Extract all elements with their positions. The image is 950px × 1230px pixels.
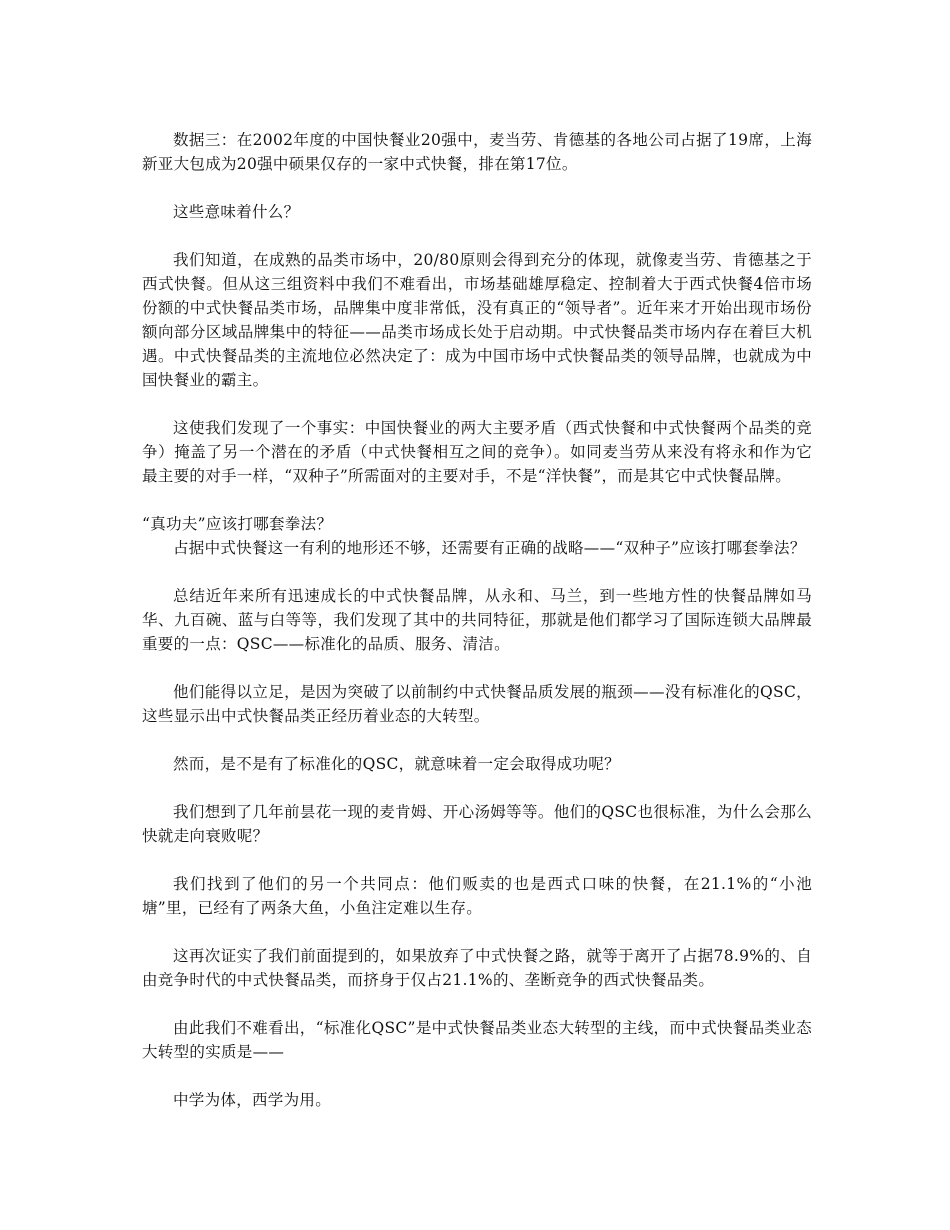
document-body: [142, 128, 812, 1136]
paragraph-question: 这些意味着什么？: [173, 203, 300, 221]
paragraph-conclusion: 由此我们不难看出，“标准化QSC”是中式快餐品类业态大转型的主线，而中式快餐品类业态大转型的实质是——: [142, 1019, 812, 1061]
paragraph-data-three: 数据三：在2002年度的中国快餐业20强中，麦当劳、肯德基的各地公司占据了19席，上海新亚大包成为20强中硕果仅存的一家中式快餐，排在第17位。: [142, 131, 812, 173]
paragraph-confirmation: 这再次证实了我们前面提到的，如果放弃了中式快餐之路，就等于离开了占据78.9%的、自由竞争时代的中式快餐品类，而挤身于仅占21.1%的、垄断竞争的西式快餐品类。: [142, 947, 812, 989]
section-heading: “真功夫”应该打哪套拳法？: [142, 515, 333, 533]
paragraph-motto: 中学为体，西学为用。: [173, 1091, 332, 1109]
paragraph-market-analysis: 我们知道，在成熟的品类市场中，20/80原则会得到充分的体现，就像麦当劳、肯德基之于西式快餐。但从这三组资料中我们不难看出，市场基础雄厚稳定、控制着大于西式快餐4倍市场份额的中式快餐品类市场，品牌集中度非常低，没有真正的“领导者”。近年来才开始出现市场份额向部分区域品牌集中的特征——品类市场成长处于启动期。中式快餐品类市场内存在着巨大机遇。中式快餐品类的主流地位必然决定了：成为中国市场中式快餐品类的领导品牌，也就成为中国快餐业的霸主。: [142, 251, 812, 389]
paragraph-breakthrough: 他们能得以立足，是因为突破了以前制约中式快餐品质发展的瓶颈——没有标准化的QSC，这些显示出中式快餐品类正经历着业态的大转型。: [142, 683, 812, 725]
paragraph-qsc-summary: 总结近年来所有迅速成长的中式快餐品牌，从永和、马兰，到一些地方性的快餐品牌如马华、九百碗、蓝与白等等，我们发现了其中的共同特征，那就是他们都学习了国际连锁大品牌最重要的一点：QSC——标准化的品质、服务、清洁。: [142, 587, 812, 653]
section-intro: 占据中式快餐这一有利的地形还不够，还需要有正确的战略——“双种子”应该打哪套拳法？: [173, 539, 806, 557]
paragraph-failed-brands: 我们想到了几年前昙花一现的麦肯姆、开心汤姆等等。他们的QSC也很标准，为什么会那么快就走向衰败呢？: [142, 803, 812, 845]
paragraph-common-point: 我们找到了他们的另一个共同点：他们贩卖的也是西式口味的快餐，在21.1%的“小池塘”里，已经有了两条大鱼，小鱼注定难以生存。: [142, 875, 812, 917]
paragraph-fact: 这使我们发现了一个事实：中国快餐业的两大主要矛盾（西式快餐和中式快餐两个品类的竞争）掩盖了另一个潜在的矛盾（中式快餐相互之间的竞争）。如同麦当劳从来没有将永和作为它最主要的对手一样，“双种子”所需面对的主要对手，不是“洋快餐”，而是其它中式快餐品牌。: [142, 419, 812, 485]
paragraph-question-success: 然而，是不是有了标准化的QSC，就意味着一定会取得成功呢？: [173, 755, 620, 773]
